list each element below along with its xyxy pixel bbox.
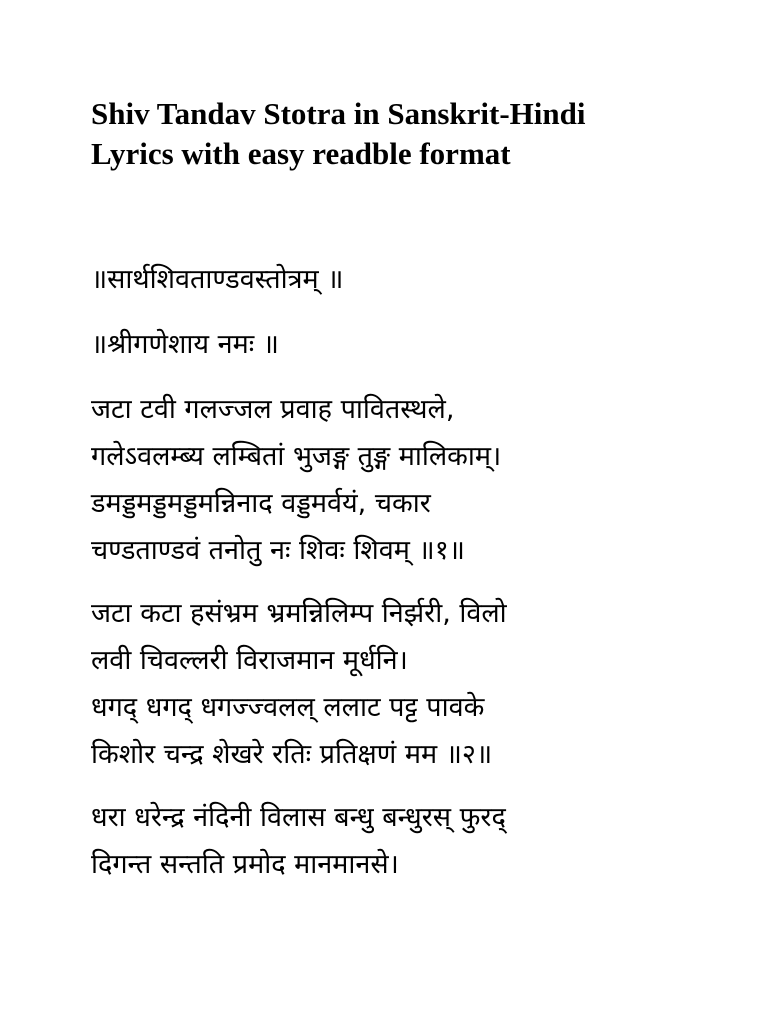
verse-line: गलेऽवलम्ब्य लम्बितां भुजङ्ग तुङ्ग मालिकाम्।	[91, 441, 502, 472]
document-title	[91, 94, 711, 174]
stotra-text	[91, 256, 731, 904]
verse-line: जटा टवी गलज्जल प्रवाह पावितस्थले,	[91, 394, 455, 425]
verse-line: जटा कटा हसंभ्रम भ्रमन्निलिम्प निर्झरी, विलो	[91, 598, 507, 629]
verse-line: चण्डताण्डवं तनोतु नः शिवः शिवम् ॥१॥	[91, 535, 465, 566]
verse-line: किशोर चन्द्र शेखरे रतिः प्रतिक्षणं मम ॥२॥	[91, 739, 493, 770]
verse-1	[91, 386, 731, 574]
stotra-heading: ॥सार्थशिवताण्डवस्तोत्रम् ॥	[91, 264, 344, 295]
verse-line: धरा धरेन्द्र नंदिनी विलास बन्धु बन्धुरस् फुरद्	[91, 802, 506, 833]
verse-line: डमड्डमड्डमड्डमन्निनाद वड्डमर्वयं, चकार	[91, 488, 431, 519]
verse-line: लवी चिवल्लरी विराजमान मूर्धनि।	[91, 645, 408, 676]
invocation-line: ॥श्रीगणेशाय नमः ॥	[91, 329, 279, 360]
verse-3	[91, 794, 731, 888]
verse-line: धगद् धगद् धगज्ज्वलल् ललाट पट्ट पावके	[91, 692, 485, 723]
verse-line: दिगन्त सन्तति प्रमोद मानमानसे।	[91, 849, 399, 880]
title-line-2: Lyrics with easy readble format	[91, 136, 511, 171]
verse-2	[91, 590, 731, 778]
title-line-1: Shiv Tandav Stotra in Sanskrit-Hindi	[91, 96, 586, 131]
